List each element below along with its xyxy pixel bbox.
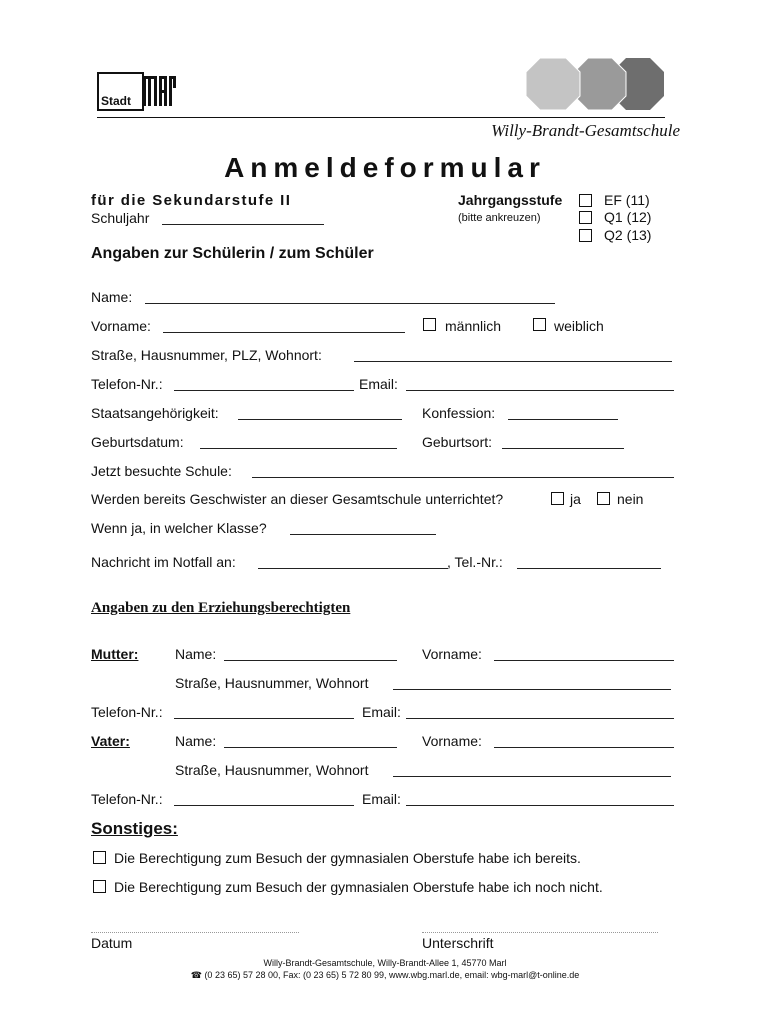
phone-icon: ☎ (190, 970, 205, 980)
checkbox-ef[interactable] (579, 194, 592, 207)
weiblich-label: weiblich (554, 318, 604, 334)
schule-field[interactable] (252, 477, 674, 478)
nein-label: nein (617, 491, 644, 507)
option-q1-label: Q1 (12) (604, 209, 652, 225)
checkbox-berechtigung-nein[interactable] (93, 880, 106, 893)
footer-contact-row (0, 970, 770, 981)
telefon-label: Telefon-Nr.: (91, 376, 163, 392)
schule-label: Jetzt besuchte Schule: (91, 463, 232, 479)
notfall-tel-label: , Tel.-Nr.: (447, 554, 503, 570)
berechtigung-ja-label: Die Berechtigung zum Besuch der gymnasialen Oberstufe habe ich bereits. (114, 850, 581, 866)
checkbox-berechtigung-ja[interactable] (93, 851, 106, 864)
email-label: Email: (359, 376, 398, 392)
konfession-field[interactable] (508, 419, 618, 420)
checkbox-weiblich[interactable] (533, 318, 546, 331)
datum-line[interactable] (91, 932, 299, 933)
checkbox-nein[interactable] (597, 492, 610, 505)
mutter-telefon-field[interactable] (174, 718, 354, 719)
geburtsdatum-label: Geburtsdatum: (91, 434, 184, 450)
vorname-label: Vorname: (91, 318, 151, 334)
option-ef-label: EF (11) (604, 192, 650, 208)
schuljahr-label: Schuljahr (91, 210, 150, 226)
vorname-field[interactable] (163, 332, 405, 333)
checkbox-ja[interactable] (551, 492, 564, 505)
mutter-vorname-field[interactable] (494, 660, 674, 661)
mutter-telefon-label: Telefon-Nr.: (91, 704, 163, 720)
klasse-field[interactable] (290, 534, 436, 535)
geburtsdatum-field[interactable] (200, 448, 397, 449)
sonstiges-heading: Sonstiges: (91, 819, 178, 838)
header-rule (97, 117, 665, 118)
name-label: Name: (91, 289, 133, 305)
schuljahr-field[interactable] (162, 224, 324, 225)
datum-label: Datum (91, 935, 133, 951)
mutter-strasse-label: Straße, Hausnummer, Wohnort (175, 675, 369, 691)
notfall-label: Nachricht im Notfall an: (91, 554, 236, 570)
geburtsort-label: Geburtsort: (422, 434, 493, 450)
unterschrift-label: Unterschrift (422, 935, 494, 951)
vater-telefon-label: Telefon-Nr.: (91, 791, 163, 807)
mutter-email-field[interactable] (406, 718, 674, 719)
name-field[interactable] (145, 303, 555, 304)
strasse-field[interactable] (354, 361, 672, 362)
email-field[interactable] (406, 390, 674, 391)
vater-name-label: Name: (175, 733, 217, 749)
mutter-label: Mutter: (91, 646, 139, 662)
checkbox-q1[interactable] (579, 211, 592, 224)
strasse-label: Straße, Hausnummer, PLZ, Wohnort: (91, 347, 322, 363)
vater-vorname-field[interactable] (494, 747, 674, 748)
vater-strasse-field[interactable] (393, 776, 671, 777)
vater-telefon-field[interactable] (174, 805, 354, 806)
mutter-strasse-field[interactable] (393, 689, 671, 690)
vater-name-field[interactable] (224, 747, 397, 748)
guardians-heading: Angaben zu den Erziehungsberechtigten (91, 600, 351, 616)
unterschrift-line[interactable] (422, 932, 658, 933)
notfall-field[interactable] (258, 568, 448, 569)
stadt-marl-logo (97, 72, 177, 112)
checkbox-q2[interactable] (579, 229, 592, 242)
student-heading: Angaben zur Schülerin / zum Schüler (91, 245, 374, 262)
staatsangehoerigkeit-field[interactable] (238, 419, 402, 420)
school-logo-octagons (522, 56, 667, 112)
vater-strasse-label: Straße, Hausnummer, Wohnort (175, 762, 369, 778)
mutter-name-label: Name: (175, 646, 217, 662)
konfession-label: Konfession: (422, 405, 496, 421)
school-name: Willy-Brandt-Gesamtschule (491, 121, 680, 140)
notfall-tel-field[interactable] (517, 568, 661, 569)
klasse-label: Wenn ja, in welcher Klasse? (91, 520, 267, 536)
mutter-vorname-label: Vorname: (422, 646, 482, 662)
ja-label: ja (570, 491, 581, 507)
geschwister-question: Werden bereits Geschwister an dieser Gesamtschule unterrichtet? (91, 491, 504, 507)
checkbox-maennlich[interactable] (423, 318, 436, 331)
vater-email-field[interactable] (406, 805, 674, 806)
geburtsort-field[interactable] (502, 448, 624, 449)
page-title: Anmeldeformular (224, 152, 546, 183)
staatsangehoerigkeit-label: Staatsangehörigkeit: (91, 405, 219, 421)
berechtigung-nein-label: Die Berechtigung zum Besuch der gymnasialen Oberstufe habe ich noch nicht. (114, 879, 603, 895)
vater-vorname-label: Vorname: (422, 733, 482, 749)
telefon-field[interactable] (174, 390, 354, 391)
footer-contact: (0 23 65) 57 28 00, Fax: (0 23 65) 5 72 80 99, www.wbg.marl.de, email: wbg-marl@t-online.de (204, 970, 580, 980)
jahrgang-label: Jahrgangsstufe (458, 192, 563, 208)
footer-address: Willy-Brandt-Gesamtschule, Willy-Brandt-Allee 1, 45770 Marl (263, 958, 507, 968)
mutter-email-label: Email: (362, 704, 401, 720)
jahrgang-hint: (bitte ankreuzen) (458, 212, 541, 224)
svg-text:Stadt: Stadt (101, 94, 131, 108)
vater-email-label: Email: (362, 791, 401, 807)
vater-label: Vater: (91, 733, 130, 749)
option-q2-label: Q2 (13) (604, 227, 652, 243)
mutter-name-field[interactable] (224, 660, 397, 661)
maennlich-label: männlich (445, 318, 502, 334)
subtitle: für die Sekundarstufe II (91, 192, 292, 209)
